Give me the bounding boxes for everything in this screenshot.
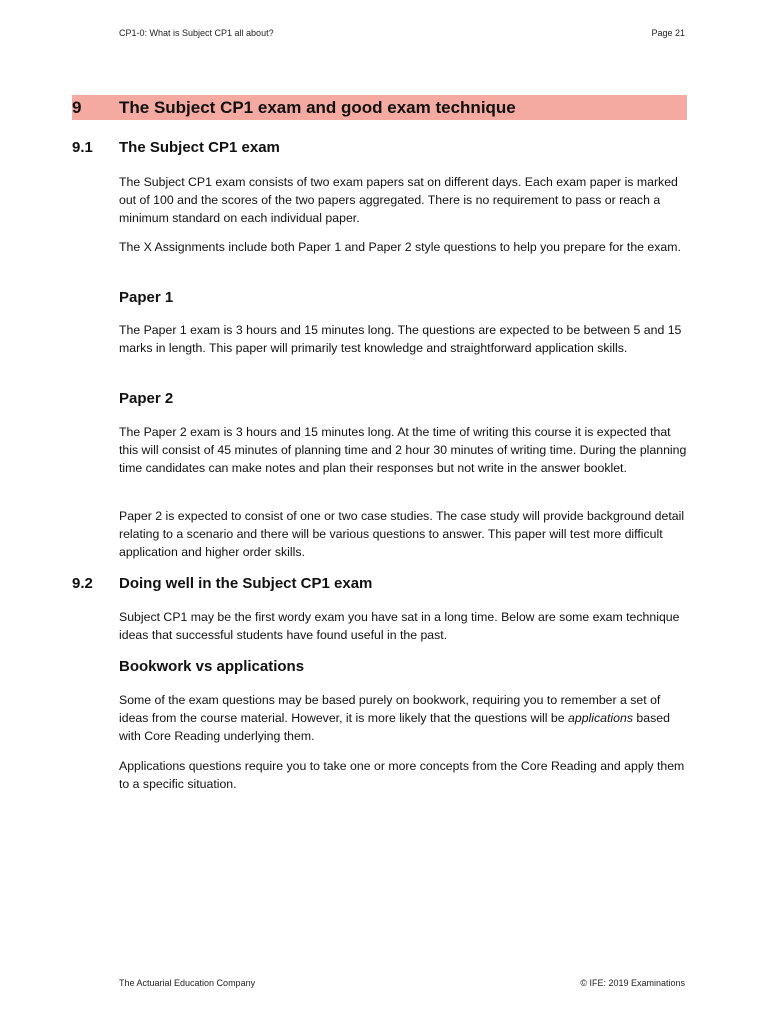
subheading-bookwork: Bookwork vs applications bbox=[119, 658, 305, 675]
footer-company: The Actuarial Education Company bbox=[119, 978, 256, 988]
chapter-heading-bar bbox=[72, 95, 687, 120]
chapter-number: 9 bbox=[72, 97, 82, 117]
subheading-paper-2: Paper 2 bbox=[119, 390, 174, 407]
text-run: Some of the exam questions may be based purely on bookwork, requiring you to remember a set of ideas from the course material. However, it is more likely that the questions will be bbox=[119, 693, 661, 725]
subheading-paper-1: Paper 1 bbox=[119, 289, 174, 306]
paragraph: The X Assignments include both Paper 1 and Paper 2 style questions to help you prepare for the exam. bbox=[119, 240, 681, 254]
section-number: 9.1 bbox=[72, 139, 93, 156]
footer-copyright: © IFE: 2019 Examinations bbox=[580, 978, 685, 988]
section-title: The Subject CP1 exam bbox=[119, 139, 280, 156]
emphasis-text: applications bbox=[568, 711, 633, 725]
section-number: 9.2 bbox=[72, 575, 93, 592]
header-title: CP1-0: What is Subject CP1 all about? bbox=[119, 28, 274, 38]
paragraph: Applications questions require you to take one or more concepts from the Core Reading and apply them to a specific situation. bbox=[119, 759, 685, 791]
text-run: based with Core Reading underlying them. bbox=[119, 711, 670, 743]
paragraph: Paper 2 is expected to consist of one or two case studies. The case study will provide background detail relating to a scenario and there will be various questions to answer. This paper will test more difficult application and higher order skills. bbox=[119, 509, 685, 559]
paragraph bbox=[119, 691, 689, 745]
paragraph: The Paper 2 exam is 3 hours and 15 minutes long. At the time of writing this course it is expected that this will consist of 45 minutes of planning time and 2 hour 30 minutes of writing time. During the planning time candidates can make notes and plan their responses but not write in the answer booklet. bbox=[119, 425, 687, 475]
page-number: Page 21 bbox=[651, 28, 685, 38]
section-heading-9-2 bbox=[72, 575, 372, 592]
paragraph: Subject CP1 may be the first wordy exam you have sat in a long time. Below are some exam technique ideas that successful students have found useful in the past. bbox=[119, 610, 680, 642]
section-title: Doing well in the Subject CP1 exam bbox=[119, 575, 373, 592]
paragraph: The Subject CP1 exam consists of two exam papers sat on different days. Each exam paper is marked out of 100 and the scores of the two papers aggregated. There is no requirement to pass or reach a minimum standard on each individual paper. bbox=[119, 175, 678, 225]
page-footer bbox=[119, 978, 685, 988]
page-header bbox=[119, 28, 685, 38]
chapter-title: The Subject CP1 exam and good exam technique bbox=[119, 97, 516, 117]
paragraph: The Paper 1 exam is 3 hours and 15 minutes long. The questions are expected to be between 5 and 15 marks in length. This paper will primarily test knowledge and straightforward application skills. bbox=[119, 323, 682, 355]
section-heading-9-1 bbox=[72, 139, 280, 156]
